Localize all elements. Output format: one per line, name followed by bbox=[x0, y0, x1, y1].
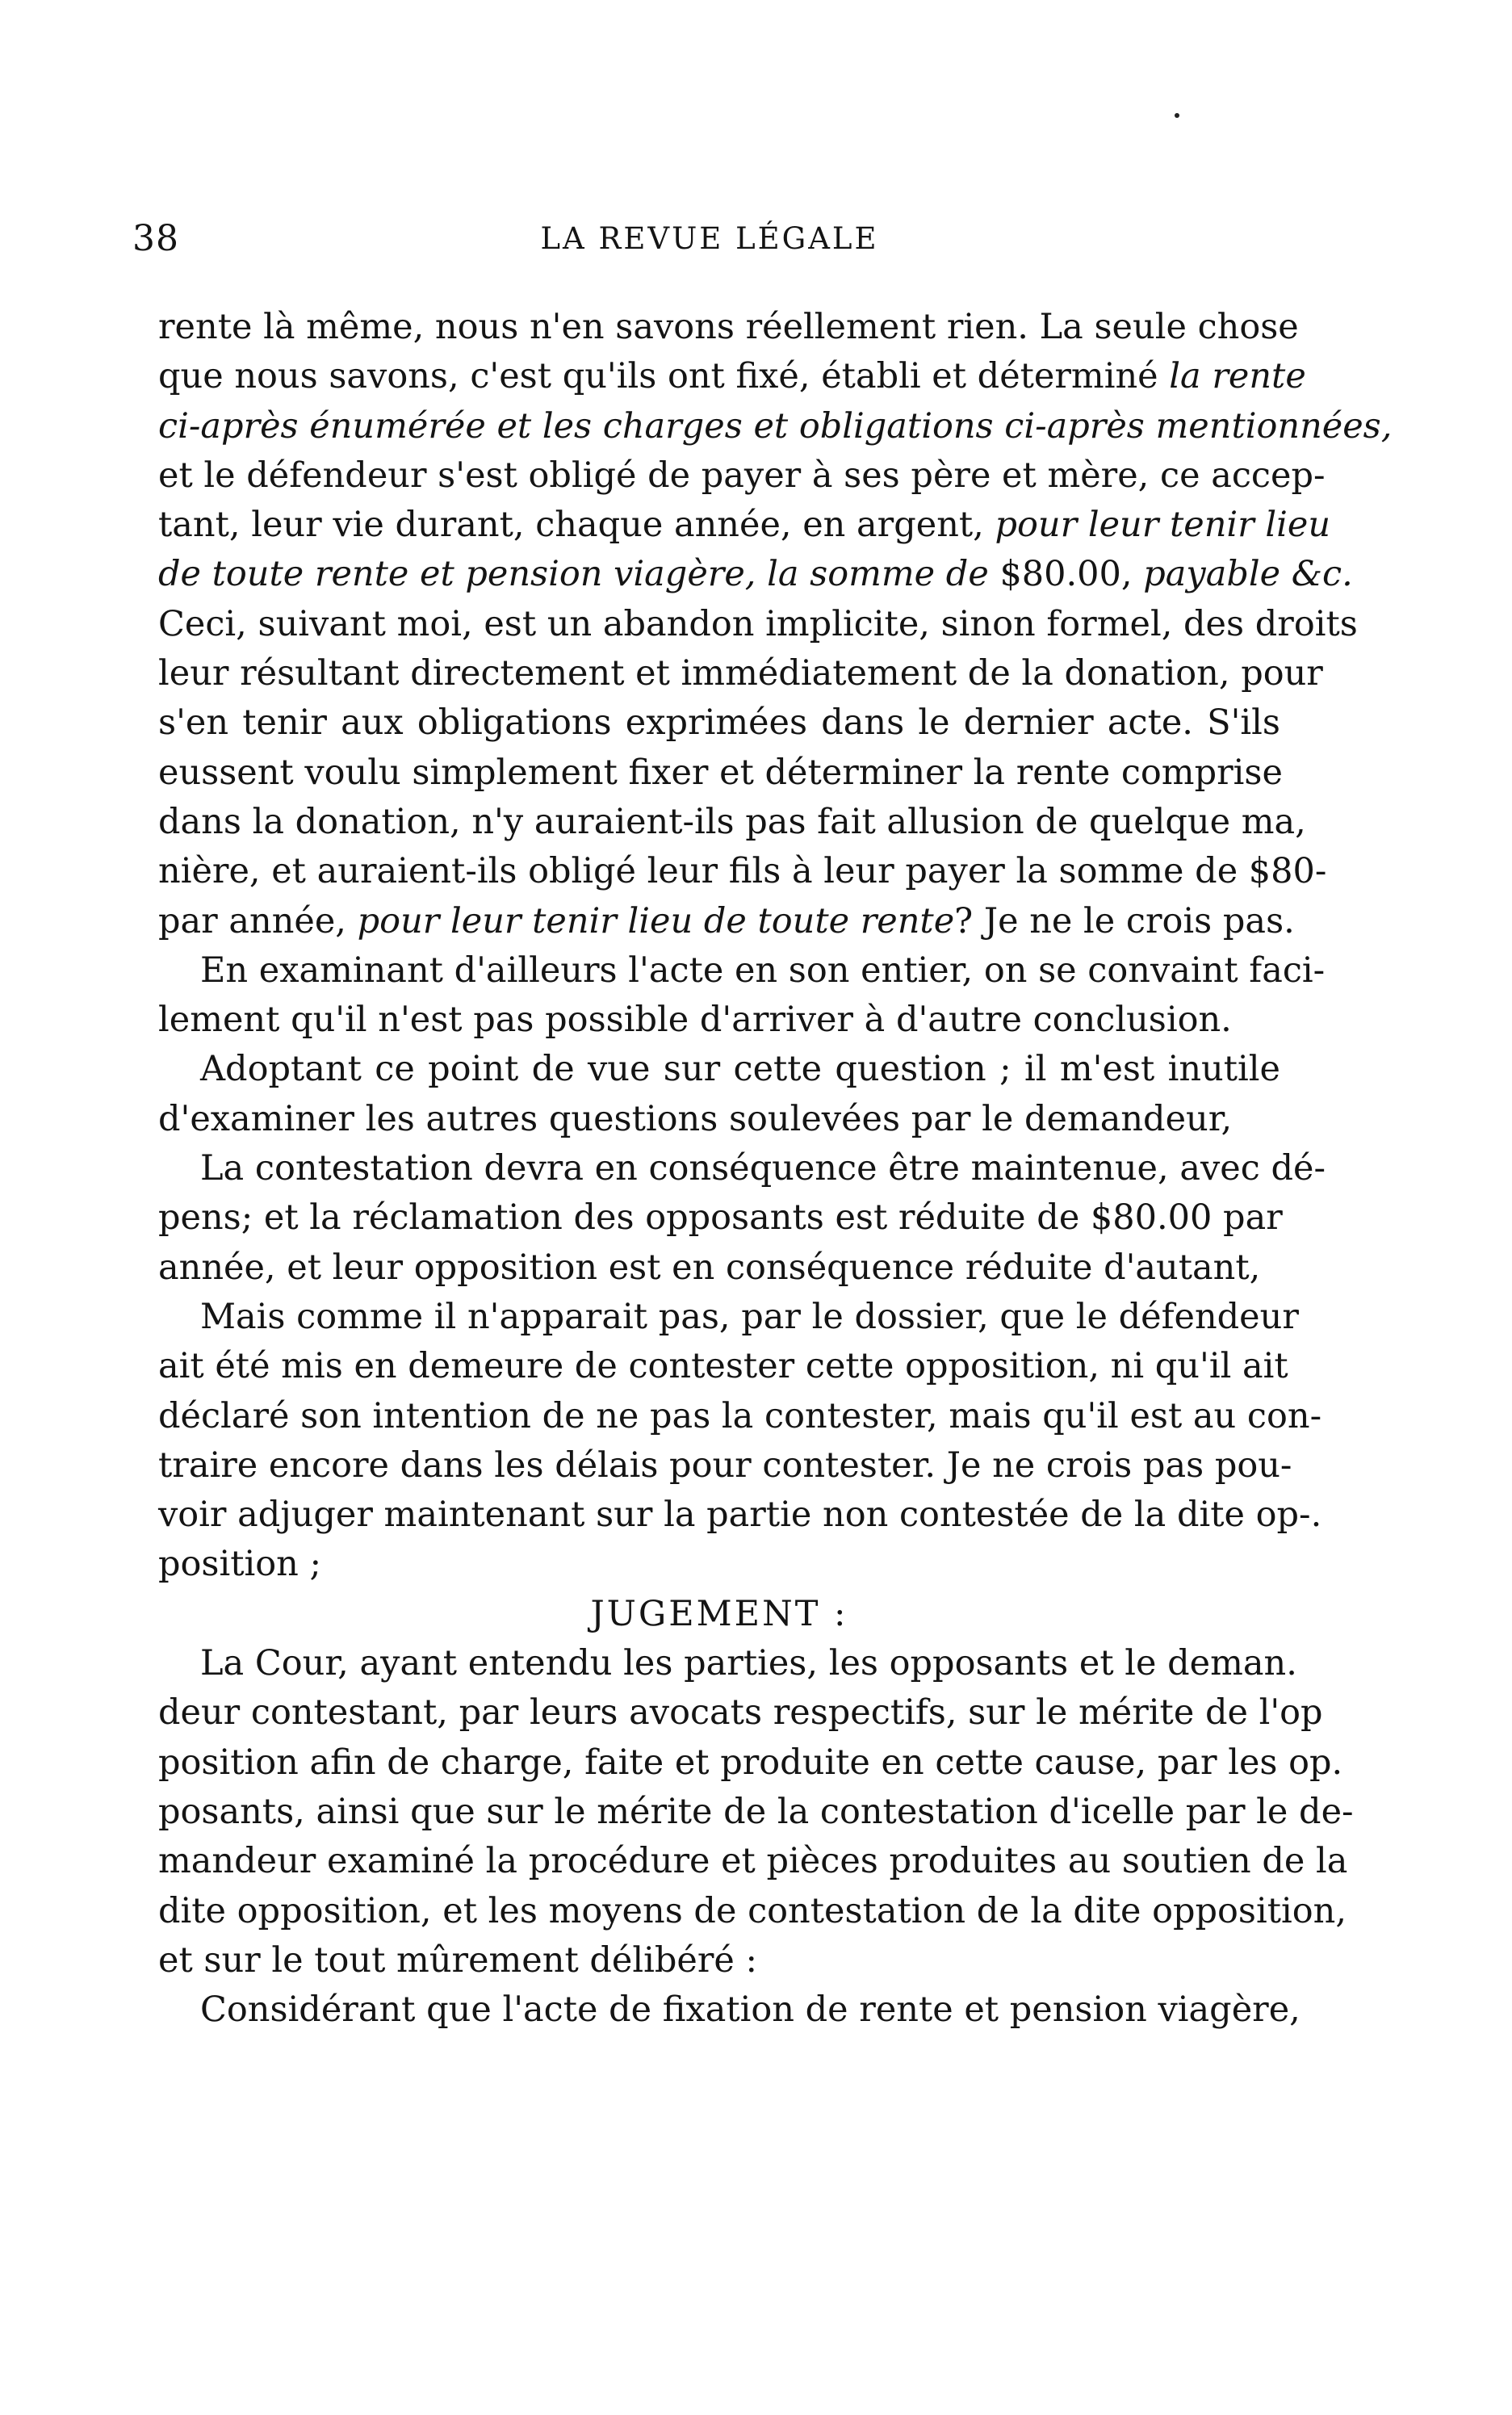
text-segment: nière, et auraient-ils obligé leur fils à leur payer la somme de $80- bbox=[158, 851, 1327, 892]
text-segment: que nous savons, c'est qu'ils ont fixé, établi et déterminé bbox=[158, 356, 1170, 397]
text-segment: traire encore dans les délais pour contester. Je ne crois pas pou- bbox=[158, 1444, 1292, 1486]
text-segment: dite opposition, et les moyens de contestation de la dite opposition, bbox=[158, 1890, 1347, 1931]
text-line bbox=[158, 897, 1295, 946]
text-line bbox=[158, 1441, 1292, 1491]
text-line bbox=[158, 1639, 1297, 1688]
text-line bbox=[158, 798, 1306, 847]
text-segment: position afin de charge, faite et produite en cette cause, par les op. bbox=[158, 1742, 1343, 1783]
text-segment: deur contestant, par leurs avocats respectifs, sur le mérite de l'op bbox=[158, 1692, 1323, 1734]
text-line bbox=[158, 1193, 1283, 1243]
italic-text: ci-après énumérée et les charges et obligations ci-après mentionnées, bbox=[158, 405, 1393, 447]
text-segment: leur résultant directement et immédiatement de la donation, pour bbox=[158, 653, 1323, 694]
text-line bbox=[158, 698, 1280, 748]
text-line bbox=[158, 1342, 1288, 1391]
text-line bbox=[158, 550, 1353, 599]
text-segment: par année, bbox=[158, 900, 358, 941]
text-line bbox=[158, 1491, 1322, 1540]
text-segment: JUGEMENT : bbox=[590, 1593, 848, 1634]
text-line bbox=[158, 1243, 1280, 1293]
text-line bbox=[158, 1985, 1300, 2035]
text-line bbox=[158, 996, 1280, 1045]
running-title: LA REVUE LÉGALE bbox=[540, 221, 879, 256]
text-segment: et le défendeur s'est obligé de payer à ses père et mère, ce accep- bbox=[158, 455, 1326, 496]
text-segment: d'examiner les autres questions soulevées par le demandeur, bbox=[158, 1098, 1233, 1139]
page-number: 38 bbox=[132, 218, 179, 259]
text-line bbox=[158, 1392, 1322, 1441]
text-segment: Considérant que l'acte de fixation de rente et pension viagère, bbox=[200, 1989, 1300, 2031]
text-line bbox=[158, 1095, 1280, 1144]
text-line bbox=[158, 649, 1323, 698]
text-line bbox=[158, 1144, 1326, 1193]
text-segment: s'en tenir aux obligations exprimées dans le dernier acte. S'ils bbox=[158, 702, 1280, 744]
text-segment: ? Je ne le crois pas. bbox=[954, 900, 1295, 941]
text-segment: Ceci, suivant moi, est un abandon implicite, sinon formel, des droits bbox=[158, 603, 1358, 644]
text-line bbox=[158, 847, 1327, 896]
text-line bbox=[158, 600, 1358, 649]
ink-speck bbox=[1175, 113, 1179, 118]
text-segment: $80.00, bbox=[999, 554, 1144, 595]
text-segment: La contestation devra en conséquence être maintenue, avec dé- bbox=[200, 1148, 1326, 1189]
text-line bbox=[158, 501, 1331, 550]
body-text bbox=[158, 303, 1393, 2035]
text-line bbox=[158, 748, 1283, 798]
text-line bbox=[158, 1540, 1280, 1589]
italic-text: pour leur tenir lieu de toute rente bbox=[357, 900, 955, 941]
text-line bbox=[158, 352, 1306, 401]
text-segment: année, et leur opposition est en conséquence réduite d'autant, bbox=[158, 1247, 1261, 1288]
text-segment: La Cour, ayant entendu les parties, les opposants et le deman. bbox=[200, 1643, 1297, 1684]
text-line bbox=[158, 1837, 1348, 1886]
text-segment: mandeur examiné la procédure et pièces produites au soutien de la bbox=[158, 1841, 1348, 1882]
text-segment: position ; bbox=[158, 1544, 322, 1585]
text-line bbox=[158, 1738, 1343, 1788]
text-segment: Mais comme il n'apparait pas, par le dossier, que le défendeur bbox=[200, 1296, 1299, 1337]
text-line bbox=[158, 451, 1326, 501]
text-line bbox=[158, 402, 1393, 451]
text-segment: pens; et la réclamation des opposants est réduite de $80.00 par bbox=[158, 1197, 1283, 1239]
text-segment: posants, ainsi que sur le mérite de la contestation d'icelle par le de- bbox=[158, 1791, 1354, 1832]
text-line bbox=[158, 1688, 1323, 1738]
section-heading bbox=[158, 1590, 1280, 1639]
text-line bbox=[158, 1788, 1354, 1837]
text-segment: déclaré son intention de ne pas la contester, mais qu'il est au con- bbox=[158, 1395, 1322, 1436]
text-segment: lement qu'il n'est pas possible d'arriver à d'autre conclusion. bbox=[158, 1000, 1232, 1041]
italic-text: payable &c. bbox=[1143, 554, 1353, 595]
text-segment: Adoptant ce point de vue sur cette question ; il m'est inutile bbox=[200, 1049, 1280, 1090]
text-segment: En examinant d'ailleurs l'acte en son entier, on se convaint faci- bbox=[200, 950, 1326, 991]
text-segment: eussent voulu simplement fixer et déterminer la rente comprise bbox=[158, 752, 1283, 793]
text-segment: voir adjuger maintenant sur la partie non contestée de la dite op-. bbox=[158, 1495, 1322, 1536]
italic-text: la rente bbox=[1169, 356, 1306, 397]
text-line bbox=[158, 1887, 1347, 1936]
text-segment: rente là même, nous n'en savons réellement rien. La seule chose bbox=[158, 307, 1299, 347]
text-segment: dans la donation, n'y auraient-ils pas fait allusion de quelque ma, bbox=[158, 801, 1306, 842]
italic-text: de toute rente et pension viagère, la somme de bbox=[158, 554, 1000, 595]
text-line bbox=[158, 1293, 1299, 1342]
text-segment: et sur le tout mûrement délibéré : bbox=[158, 1939, 758, 1981]
text-line bbox=[158, 1045, 1280, 1094]
text-line bbox=[158, 946, 1326, 996]
text-segment: tant, leur vie durant, chaque année, en argent, bbox=[158, 505, 995, 546]
italic-text: pour leur tenir lieu bbox=[995, 505, 1331, 546]
text-segment: ait été mis en demeure de contester cette opposition, ni qu'il ait bbox=[158, 1346, 1288, 1387]
text-line bbox=[158, 1936, 1280, 1985]
text-line bbox=[158, 303, 1299, 352]
page-header bbox=[132, 218, 1287, 266]
